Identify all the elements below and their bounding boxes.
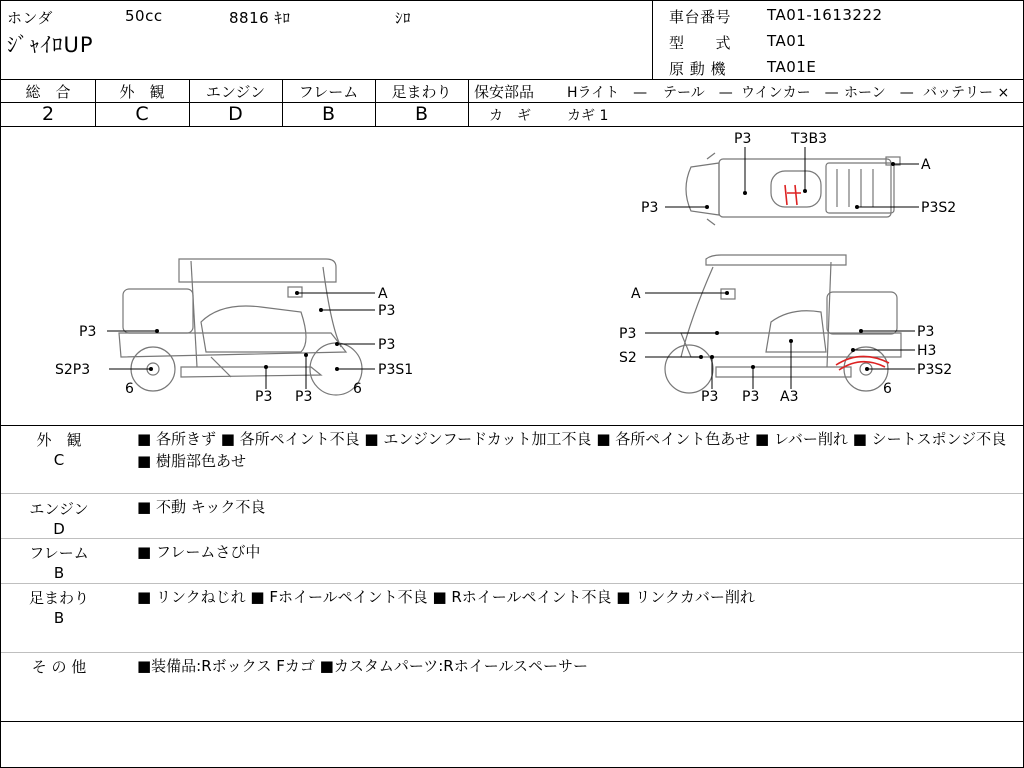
label-top-p3-left: P3: [641, 200, 659, 216]
section-engine-grade: D: [53, 520, 65, 538]
grade-label-overall: 総 合: [25, 83, 71, 101]
grade-value-suspension: B: [414, 103, 429, 125]
grade-value-overall: 2: [41, 103, 55, 125]
key-value: カギ 1: [567, 108, 609, 124]
grade-label-frame: フレーム: [298, 83, 359, 101]
type-label: 型 式: [669, 34, 732, 52]
model-name: ｼﾞｬｲﾛUP: [7, 33, 94, 57]
section-other-text: ■装備品:Rボックス Fカゴ ■カスタムパーツ:Rホイールスペーサー: [137, 657, 588, 675]
scooter-top-view: [686, 153, 900, 225]
section-suspension-grade: B: [53, 609, 65, 627]
label-left-s2p3: S2P3: [55, 362, 91, 378]
label-top-p3: P3: [734, 131, 752, 147]
engine-label: 原 動 機: [669, 60, 727, 78]
label-left-p3-1: P3: [378, 303, 396, 319]
label-top-t3b3: T3B3: [791, 131, 827, 147]
label-left-p3-b1: P3: [255, 389, 273, 405]
label-left-p3-rear: P3: [79, 324, 97, 340]
label-right-h3: H3: [917, 343, 937, 359]
label-right-a3: A3: [780, 389, 799, 405]
section-engine-text: ■ 不動 キック不良: [137, 498, 266, 516]
label-left-a: A: [378, 286, 388, 302]
label-left-6b: 6: [353, 381, 362, 397]
label-left-p3s1: P3S1: [378, 362, 414, 378]
scooter-left-view: [119, 259, 362, 395]
label-right-6: 6: [883, 381, 892, 397]
section-suspension-text: ■ リンクねじれ ■ Fホイールペイント不良 ■ Rホイールペイント不良 ■ リンクカバー削れ: [137, 588, 755, 606]
equipment-headlight: Hライト —: [567, 85, 648, 101]
label-left-p3-b2: P3: [295, 389, 313, 405]
label-top-a: A: [921, 157, 931, 173]
section-suspension-label: 足まわり: [28, 589, 89, 607]
section-frame-grade: B: [53, 564, 65, 582]
type-value: TA01: [767, 32, 807, 50]
color: ｼﾛ: [395, 9, 412, 27]
sections-top: [1, 425, 1023, 426]
section-frame-text: ■ フレームさび中: [137, 543, 261, 561]
equipment-label: 保安部品: [474, 83, 535, 101]
leader-lines: [107, 147, 919, 389]
label-right-p3s2: P3S2: [917, 362, 953, 378]
grade-value-frame: B: [321, 103, 336, 125]
label-top-p3s2: P3S2: [921, 200, 957, 216]
leader-dots: [149, 162, 895, 371]
engine-value: TA01E: [767, 58, 817, 76]
frame-no: TA01-1613222: [767, 6, 883, 24]
grade-label-exterior: 外 観: [119, 83, 165, 101]
maker: ホンダ: [7, 9, 53, 27]
frame-no-label: 車台番号: [669, 8, 732, 26]
grade-row-top: [1, 79, 1023, 80]
grade-label-suspension: 足まわり: [391, 83, 452, 101]
equipment-winker: ウインカー —: [741, 85, 839, 101]
label-right-p3-b2: P3: [742, 389, 760, 405]
equipment-horn: ホーン —: [844, 85, 914, 101]
header-divider: [652, 1, 653, 79]
damage-mark-seat: [785, 185, 801, 205]
label-right-s2: S2: [619, 350, 637, 366]
section-other-label: そ の 他: [31, 658, 87, 676]
section-exterior-grade: C: [53, 451, 65, 469]
mileage: 8816 ｷﾛ: [229, 9, 291, 27]
equipment-battery: バッテリー ×: [923, 85, 1010, 101]
label-left-p3-2: P3: [378, 337, 396, 353]
grade-value-engine: D: [228, 103, 243, 125]
damage-diagram: [1, 127, 1023, 425]
label-right-a: A: [631, 286, 641, 302]
section-exterior-text: ■ 各所きず ■ 各所ペイント不良 ■ エンジンフードカット加工不良 ■ 各所ペイント色あせ ■ レバー削れ ■ シートスポンジ不良 ■ 樹脂部色あせ: [137, 430, 1007, 470]
label-right-p3-b1: P3: [701, 389, 719, 405]
label-left-6a: 6: [125, 381, 134, 397]
grade-value-exterior: C: [135, 103, 149, 125]
label-right-p3-rear: P3: [917, 324, 935, 340]
displacement: 50cc: [125, 7, 163, 25]
grade-label-engine: エンジン: [205, 83, 266, 101]
equipment-taillight: テール —: [663, 85, 733, 101]
section-engine-label: エンジン: [29, 500, 89, 518]
label-right-p3: P3: [619, 326, 637, 342]
section-frame-label: フレーム: [29, 544, 89, 562]
key-label: カ ギ: [489, 108, 531, 124]
scooter-right-view: [665, 255, 901, 393]
section-exterior-label: 外 観: [36, 431, 82, 449]
diagram-labels: [55, 131, 956, 405]
sheet-bottom-rule: [1, 721, 1023, 722]
